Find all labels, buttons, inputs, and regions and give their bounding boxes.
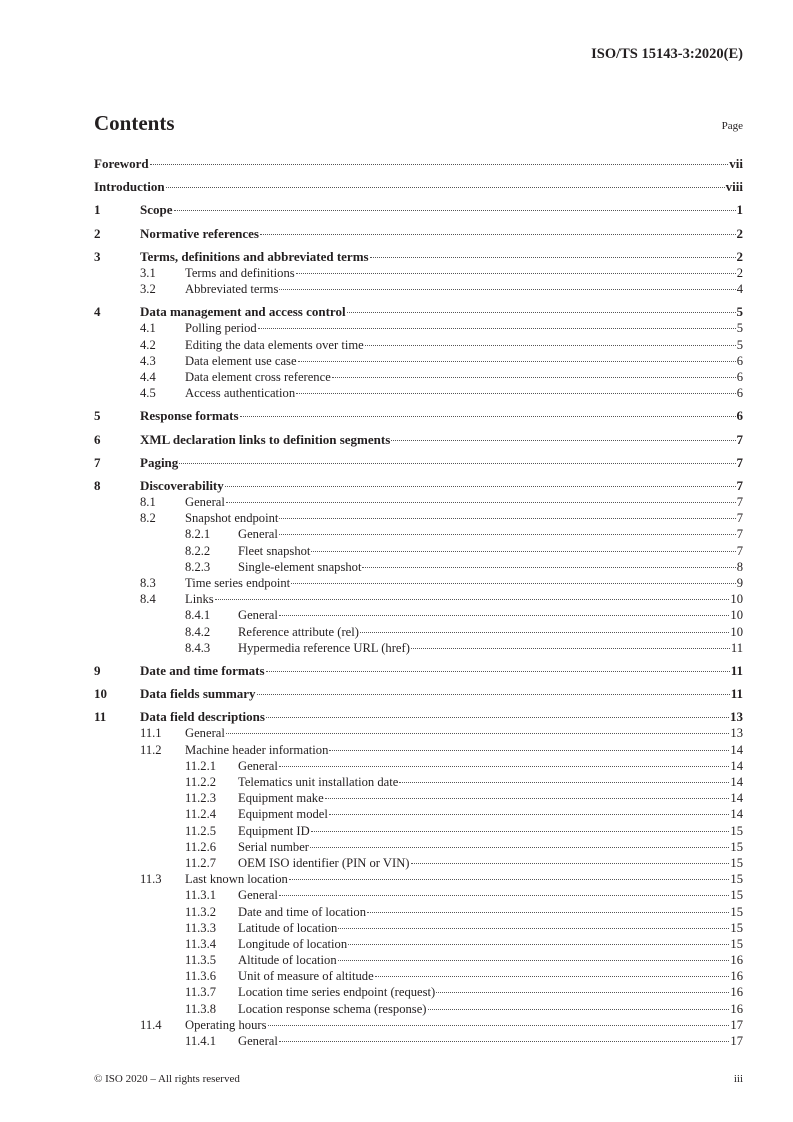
toc-entry-number: 8.4.1 xyxy=(185,608,211,623)
toc-entry-number: 8.4 xyxy=(140,592,156,607)
toc-entry-title: Snapshot endpoint xyxy=(185,511,279,526)
toc-entry-number: 3.2 xyxy=(140,281,156,296)
toc-entry-page: 13 xyxy=(730,726,743,741)
dot-leader xyxy=(370,257,736,258)
toc-entry[interactable] xyxy=(94,855,743,871)
dot-leader xyxy=(240,416,736,417)
toc-entry-page: 2 xyxy=(736,248,743,264)
toc-entry[interactable] xyxy=(94,725,743,741)
toc-entry[interactable] xyxy=(94,385,743,401)
toc-entry[interactable] xyxy=(94,663,743,679)
toc-entry[interactable] xyxy=(94,624,743,640)
toc-entry[interactable] xyxy=(94,337,743,353)
toc-entry[interactable] xyxy=(94,369,743,385)
document-id-header: ISO/TS 15143-3:2020(E) xyxy=(591,46,743,62)
toc-entry-page: 15 xyxy=(730,920,743,935)
footer-copyright: © ISO 2020 – All rights reserved xyxy=(94,1073,240,1085)
toc-entry-title: XML declaration links to definition segments xyxy=(140,431,391,447)
dot-leader xyxy=(260,234,736,235)
toc-entry-title: Data element use case xyxy=(185,353,297,368)
dot-leader xyxy=(329,750,729,751)
toc-entry-number: 11 xyxy=(94,709,107,725)
dot-leader xyxy=(257,694,730,695)
toc-entry-title: Serial number xyxy=(238,839,309,854)
dot-leader xyxy=(375,976,730,977)
dot-leader xyxy=(329,814,730,815)
toc-entry-title: Editing the data elements over time xyxy=(185,337,364,352)
toc-entry-title: General xyxy=(238,608,278,623)
dot-leader xyxy=(310,847,729,848)
toc-entry[interactable] xyxy=(94,968,743,984)
dot-leader xyxy=(311,551,735,552)
toc-entry-page: 5 xyxy=(736,337,743,352)
toc-entry-title: Equipment model xyxy=(238,807,328,822)
dot-leader xyxy=(215,599,730,600)
toc-entry-number: 8.3 xyxy=(140,575,156,590)
toc-entry-number: 11.3.1 xyxy=(185,888,217,903)
toc-entry-page: 15 xyxy=(730,855,743,870)
toc-entry-page: 13 xyxy=(730,709,743,725)
toc-entry-page: viii xyxy=(725,179,743,195)
dot-leader xyxy=(348,944,729,945)
toc-entry-page: 10 xyxy=(730,624,743,639)
toc-entry-title: General xyxy=(238,1034,278,1048)
toc-entry[interactable] xyxy=(94,936,743,952)
dot-leader xyxy=(266,717,729,718)
dot-leader xyxy=(279,895,730,896)
toc-entry-number: 3.1 xyxy=(140,265,156,280)
dot-leader xyxy=(279,534,736,535)
toc-entry-page: 2 xyxy=(736,265,743,280)
dot-leader xyxy=(166,187,725,188)
toc-entry[interactable] xyxy=(94,281,743,297)
dot-leader xyxy=(258,328,736,329)
toc-entry[interactable] xyxy=(94,1001,743,1017)
toc-entry-number: 11.2.6 xyxy=(185,839,217,854)
toc-entry[interactable] xyxy=(94,559,743,575)
toc-entry-page: 14 xyxy=(730,758,743,773)
toc-entry[interactable] xyxy=(94,526,743,542)
dot-leader xyxy=(296,273,736,274)
toc-entry-title: Data fields summary xyxy=(140,686,256,702)
dot-leader xyxy=(279,1041,730,1042)
toc-entry[interactable] xyxy=(94,543,743,559)
toc-entry[interactable] xyxy=(94,952,743,968)
toc-entry-number: 11.3.6 xyxy=(185,969,217,984)
footer-page-number: iii xyxy=(733,1073,743,1085)
toc-entry[interactable] xyxy=(94,839,743,855)
toc-entry-page: 15 xyxy=(730,904,743,919)
toc-entry-number: 4.1 xyxy=(140,321,156,336)
toc-entry-title: Abbreviated terms xyxy=(185,281,279,296)
toc-entry-number: 2 xyxy=(94,225,101,241)
toc-entry-number: 9 xyxy=(94,663,101,679)
toc-entry-number: 11.3.3 xyxy=(185,920,217,935)
dot-leader xyxy=(226,733,730,734)
table-of-contents xyxy=(94,156,743,1049)
toc-entry-number: 6 xyxy=(94,431,101,447)
toc-entry-title: Operating hours xyxy=(185,1017,267,1032)
dot-leader xyxy=(291,583,736,584)
toc-entry-page: 7 xyxy=(736,543,743,558)
toc-entry-title: Response formats xyxy=(140,408,239,424)
toc-entry-title: Location time series endpoint (request) xyxy=(238,985,436,1000)
toc-entry-title: Fleet snapshot xyxy=(238,543,311,558)
toc-entry-number: 8.2.3 xyxy=(185,559,211,574)
toc-entry-page: 4 xyxy=(736,281,743,296)
toc-entry-page: 7 xyxy=(736,454,743,470)
toc-entry-title: Single-element snapshot xyxy=(238,559,362,574)
dot-leader xyxy=(279,615,730,616)
toc-entry[interactable] xyxy=(94,1033,743,1049)
toc-entry-page: 15 xyxy=(730,872,743,887)
toc-entry-page: 11 xyxy=(730,663,743,679)
dot-leader xyxy=(367,912,729,913)
toc-entry-page: 7 xyxy=(736,431,743,447)
toc-entry-title: General xyxy=(238,758,278,773)
toc-entry-page: 15 xyxy=(730,839,743,854)
toc-entry-page: 6 xyxy=(736,353,743,368)
toc-entry-number: 3 xyxy=(94,248,101,264)
toc-entry-page: 6 xyxy=(736,386,743,401)
toc-entry-number: 11.4 xyxy=(140,1017,162,1032)
toc-entry-page: 1 xyxy=(736,202,743,218)
dot-leader xyxy=(179,463,735,464)
dot-leader xyxy=(266,671,730,672)
toc-entry-page: 8 xyxy=(736,559,743,574)
toc-entry-page: 15 xyxy=(730,888,743,903)
toc-entry-number: 11.3.2 xyxy=(185,904,217,919)
toc-entry-page: 5 xyxy=(736,321,743,336)
toc-entry-number: 8.2 xyxy=(140,511,156,526)
dot-leader xyxy=(411,863,730,864)
toc-entry[interactable] xyxy=(94,478,743,494)
dot-leader xyxy=(226,502,736,503)
toc-entry-title: Data management and access control xyxy=(140,304,346,320)
toc-entry-number: 8.2.2 xyxy=(185,543,211,558)
toc-entry-number: 11.2.1 xyxy=(185,758,217,773)
toc-entry[interactable] xyxy=(94,709,743,725)
dot-leader xyxy=(296,393,736,394)
toc-entry-page: 16 xyxy=(730,985,743,1000)
dot-leader xyxy=(391,440,735,441)
toc-entry-number: 4.5 xyxy=(140,386,156,401)
toc-entry-number: 11.2.5 xyxy=(185,823,217,838)
toc-entry-title: Equipment make xyxy=(238,791,324,806)
toc-entry-number: 11.2.2 xyxy=(185,775,217,789)
toc-entry[interactable] xyxy=(94,156,743,172)
toc-entry[interactable] xyxy=(94,686,743,702)
dot-leader xyxy=(298,361,736,362)
toc-entry[interactable] xyxy=(94,790,743,806)
toc-entry-title: General xyxy=(238,527,278,542)
toc-entry-page: 15 xyxy=(730,936,743,951)
toc-entry[interactable] xyxy=(94,823,743,839)
dot-leader xyxy=(311,831,730,832)
dot-leader xyxy=(436,992,729,993)
toc-entry-title: Date and time of location xyxy=(238,904,366,919)
dot-leader xyxy=(174,210,736,211)
dot-leader xyxy=(365,345,736,346)
toc-entry-title: Introduction xyxy=(94,179,165,195)
toc-entry-page: 10 xyxy=(730,608,743,623)
toc-entry[interactable] xyxy=(94,871,743,887)
toc-entry-number: 8.1 xyxy=(140,495,156,509)
toc-entry[interactable] xyxy=(94,806,743,822)
dot-leader xyxy=(279,518,735,519)
toc-entry[interactable] xyxy=(94,984,743,1000)
dot-leader xyxy=(150,164,729,165)
toc-entry-number: 5 xyxy=(94,408,101,424)
toc-entry-number: 4.4 xyxy=(140,369,156,384)
toc-entry-number: 7 xyxy=(94,454,101,470)
toc-entry-title: Terms, definitions and abbreviated terms xyxy=(140,248,369,264)
toc-entry-title: Latitude of location xyxy=(238,920,338,935)
toc-entry-page: 7 xyxy=(736,478,743,493)
toc-entry-number: 11.3.8 xyxy=(185,1001,217,1016)
toc-entry-page: 14 xyxy=(730,775,743,789)
toc-entry[interactable] xyxy=(94,640,743,656)
toc-entry-number: 1 xyxy=(94,202,101,218)
toc-entry-page: vii xyxy=(729,156,743,171)
toc-entry-number: 11.2.4 xyxy=(185,807,217,822)
toc-entry-title: Scope xyxy=(140,202,173,218)
toc-entry-title: Data field descriptions xyxy=(140,709,265,725)
toc-entry-title: Discoverability xyxy=(140,478,224,493)
toc-entry[interactable] xyxy=(94,320,743,336)
toc-entry[interactable] xyxy=(94,1017,743,1033)
toc-entry-page: 6 xyxy=(736,369,743,384)
toc-entry-page: 17 xyxy=(730,1034,743,1048)
toc-entry-title: Date and time formats xyxy=(140,663,265,679)
dot-leader xyxy=(279,289,735,290)
dot-leader xyxy=(225,486,736,487)
toc-entry-page: 16 xyxy=(730,953,743,968)
toc-entry-title: Links xyxy=(185,592,214,607)
toc-entry-page: 14 xyxy=(730,807,743,822)
dot-leader xyxy=(360,632,729,633)
toc-entry-page: 7 xyxy=(736,527,743,542)
toc-entry-number: 8.4.2 xyxy=(185,624,211,639)
toc-entry-number: 11.2 xyxy=(140,742,162,757)
dot-leader xyxy=(279,766,730,767)
toc-entry-page: 17 xyxy=(730,1017,743,1032)
toc-entry-number: 8.4.3 xyxy=(185,640,211,655)
toc-entry-title: General xyxy=(185,726,225,741)
toc-entry[interactable] xyxy=(94,432,743,448)
toc-entry-title: Normative references xyxy=(140,225,259,241)
toc-entry-title: Paging xyxy=(140,454,179,470)
toc-entry-title: Terms and definitions xyxy=(185,265,295,280)
toc-entry-title: Telematics unit installation date xyxy=(238,775,399,789)
toc-entry-page: 11 xyxy=(730,686,743,702)
toc-entry-title: Location response schema (response) xyxy=(238,1001,427,1016)
toc-entry-page: 14 xyxy=(730,791,743,806)
toc-entry[interactable] xyxy=(94,904,743,920)
toc-entry[interactable] xyxy=(94,304,743,320)
toc-entry-title: Polling period xyxy=(185,321,257,336)
toc-entry-title: Hypermedia reference URL (href) xyxy=(238,640,410,655)
toc-entry-page: 15 xyxy=(730,823,743,838)
toc-entry-page: 11 xyxy=(730,640,743,655)
toc-entry-title: General xyxy=(238,888,278,903)
toc-entry-number: 11.3.7 xyxy=(185,985,217,1000)
toc-entry-page: 10 xyxy=(730,592,743,607)
toc-entry-page: 5 xyxy=(736,304,743,320)
toc-entry-title: Foreword xyxy=(94,156,149,171)
toc-entry-title: Last known location xyxy=(185,872,288,887)
toc-entry-page: 6 xyxy=(736,408,743,424)
toc-entry-title: Access authentication xyxy=(185,386,296,401)
dot-leader xyxy=(325,798,730,799)
toc-entry[interactable] xyxy=(94,510,743,526)
dot-leader xyxy=(338,960,730,961)
toc-entry[interactable] xyxy=(94,408,743,424)
toc-entry[interactable] xyxy=(94,591,743,607)
toc-entry-page: 7 xyxy=(736,511,743,526)
toc-entry-page: 9 xyxy=(736,575,743,590)
toc-entry-number: 11.2.3 xyxy=(185,791,217,806)
toc-entry-page: 16 xyxy=(730,1001,743,1016)
dot-leader xyxy=(338,928,729,929)
toc-entry[interactable] xyxy=(94,179,743,195)
toc-entry-number: 11.2.7 xyxy=(185,855,217,870)
toc-entry-title: OEM ISO identifier (PIN or VIN) xyxy=(238,855,410,870)
toc-entry-number: 11.4.1 xyxy=(185,1034,217,1048)
toc-entry-number: 8.2.1 xyxy=(185,527,211,542)
toc-entry-title: Altitude of location xyxy=(238,953,337,968)
toc-entry-page: 7 xyxy=(736,495,743,509)
toc-entry-number: 11.3.4 xyxy=(185,936,217,951)
dot-leader xyxy=(268,1025,730,1026)
toc-entry-number: 11.3.5 xyxy=(185,953,217,968)
toc-entry[interactable] xyxy=(94,742,743,758)
toc-entry-title: Equipment ID xyxy=(238,823,310,838)
toc-entry[interactable] xyxy=(94,774,743,790)
toc-entry-number: 11.1 xyxy=(140,726,162,741)
toc-entry[interactable] xyxy=(94,353,743,369)
toc-entry-title: Unit of measure of altitude xyxy=(238,969,374,984)
page-column-label: Page xyxy=(721,120,743,132)
toc-entry-page: 2 xyxy=(736,225,743,241)
toc-entry-number: 11.3 xyxy=(140,872,162,887)
toc-entry-page: 16 xyxy=(730,969,743,984)
toc-entry[interactable] xyxy=(94,202,743,218)
toc-entry-number: 10 xyxy=(94,686,107,702)
toc-entry-title: Data element cross reference xyxy=(185,369,331,384)
dot-leader xyxy=(399,782,729,783)
toc-entry-title: Time series endpoint xyxy=(185,575,291,590)
toc-entry-number: 4.2 xyxy=(140,337,156,352)
toc-entry[interactable] xyxy=(94,607,743,623)
contents-title: Contents xyxy=(94,111,175,135)
toc-entry-title: Reference attribute (rel) xyxy=(238,624,359,639)
dot-leader xyxy=(428,1009,730,1010)
toc-entry-title: Longitude of location xyxy=(238,936,348,951)
toc-entry-title: Machine header information xyxy=(185,742,329,757)
toc-entry[interactable] xyxy=(94,575,743,591)
toc-entry[interactable] xyxy=(94,887,743,903)
toc-entry-number: 4 xyxy=(94,304,101,320)
dot-leader xyxy=(332,377,736,378)
toc-entry[interactable] xyxy=(94,758,743,774)
dot-leader xyxy=(362,567,735,568)
toc-entry[interactable] xyxy=(94,265,743,281)
toc-entry[interactable] xyxy=(94,920,743,936)
toc-entry[interactable] xyxy=(94,249,743,265)
toc-entry[interactable] xyxy=(94,455,743,471)
toc-entry[interactable] xyxy=(94,494,743,510)
toc-entry-number: 8 xyxy=(94,478,101,493)
dot-leader xyxy=(347,312,736,313)
dot-leader xyxy=(411,648,730,649)
dot-leader xyxy=(289,879,730,880)
toc-entry-number: 4.3 xyxy=(140,353,156,368)
toc-entry-page: 14 xyxy=(730,742,743,757)
toc-entry[interactable] xyxy=(94,226,743,242)
toc-entry-title: General xyxy=(185,495,225,509)
